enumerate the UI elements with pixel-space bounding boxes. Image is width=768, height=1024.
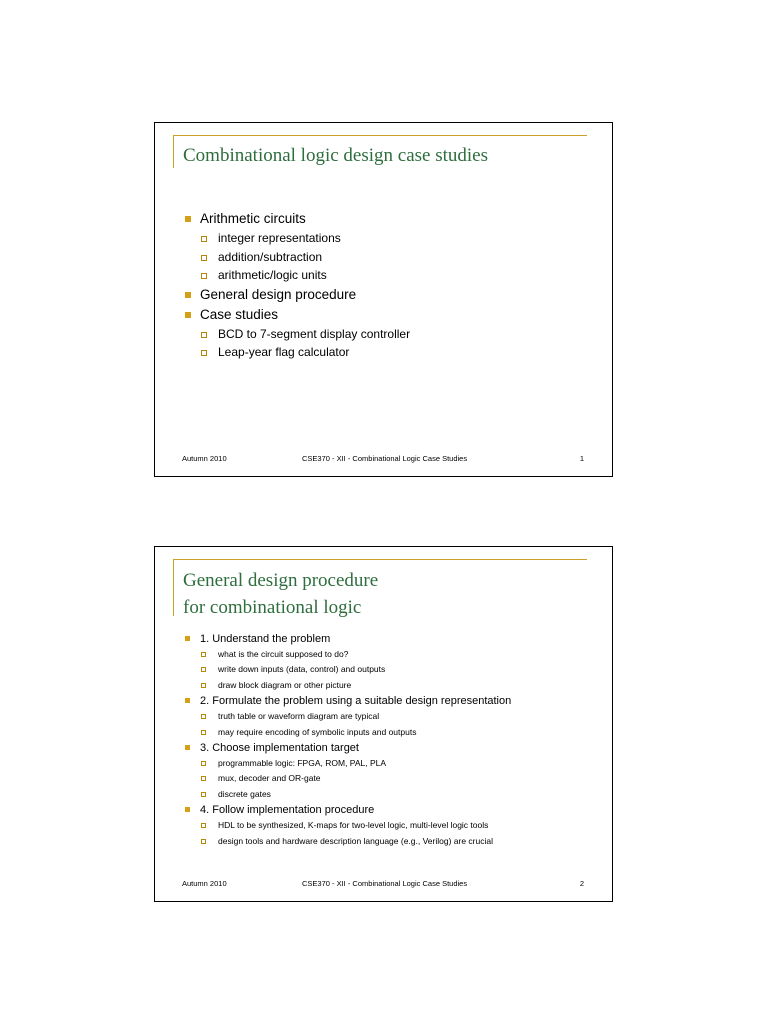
footer-course: CSE370 - XII - Combinational Logic Case Studies [302,454,468,463]
sub-bullet-item: truth table or waveform diagram are typical [201,709,511,724]
sub-bullet-item: programmable logic: FPGA, ROM, PAL, PLA [201,756,511,771]
bullet-item [185,802,511,849]
bullet-item [185,285,410,305]
sub-bullet-item: what is the circuit supposed to do? [201,647,511,662]
sub-bullet-list [201,647,511,693]
slide-title [183,144,488,168]
sub-bullet-item: arithmetic/logic units [201,266,410,285]
slide-title-line: for combinational logic [183,597,362,618]
sub-bullet-item: may require encoding of symbolic inputs and outputs [201,725,511,740]
footer-page-number: 1 [579,454,584,463]
footer-date: Autumn 2010 [182,879,227,888]
sub-bullet-item: mux, decoder and OR-gate [201,771,511,786]
slide-1 [154,122,613,477]
sub-bullet-item: design tools and hardware description language (e.g., Verilog) are crucial [201,834,511,849]
sub-bullet-list [201,756,511,802]
sub-bullet-list [201,229,410,285]
bullet-list [185,631,511,849]
sub-bullet-item: write down inputs (data, control) and outputs [201,662,511,677]
bullet-list [185,209,410,362]
bullet-item [185,693,511,740]
footer-course: CSE370 - XII - Combinational Logic Case Studies [302,879,468,888]
sub-bullet-list [201,709,511,740]
sub-bullet-item: draw block diagram or other picture [201,678,511,693]
sub-bullet-item: Leap-year flag calculator [201,343,410,362]
sub-bullet-item: addition/subtraction [201,248,410,267]
slide-2 [154,546,613,902]
sub-bullet-item: discrete gates [201,787,511,802]
bullet-text: 2. Formulate the problem using a suitable design representation [200,695,512,708]
bullet-text: Case studies [200,306,279,322]
sub-bullet-list [201,818,511,849]
bullet-text: Arithmetic circuits [200,211,306,226]
bullet-text: General design procedure [200,286,357,302]
sub-bullet-item: BCD to 7-segment display controller [201,325,410,344]
bullet-item [185,740,511,802]
bullet-text: 1. Understand the problem [200,633,331,645]
bullet-item [185,305,410,362]
bullet-item [185,209,410,285]
sub-bullet-list [201,325,410,362]
sub-bullet-item: integer representations [201,229,410,248]
slide-title-line: Combinational logic design case studies [183,145,489,166]
slide-title [183,567,378,621]
footer-page-number: 2 [579,879,584,888]
bullet-text: 4. Follow implementation procedure [200,804,375,817]
slide-title-line: General design procedure [183,570,379,591]
bullet-item [185,631,511,693]
footer-date: Autumn 2010 [182,454,227,463]
sub-bullet-item: HDL to be synthesized, K-maps for two-level logic, multi-level logic tools [201,818,511,833]
bullet-text: 3. Choose implementation target [200,742,359,755]
